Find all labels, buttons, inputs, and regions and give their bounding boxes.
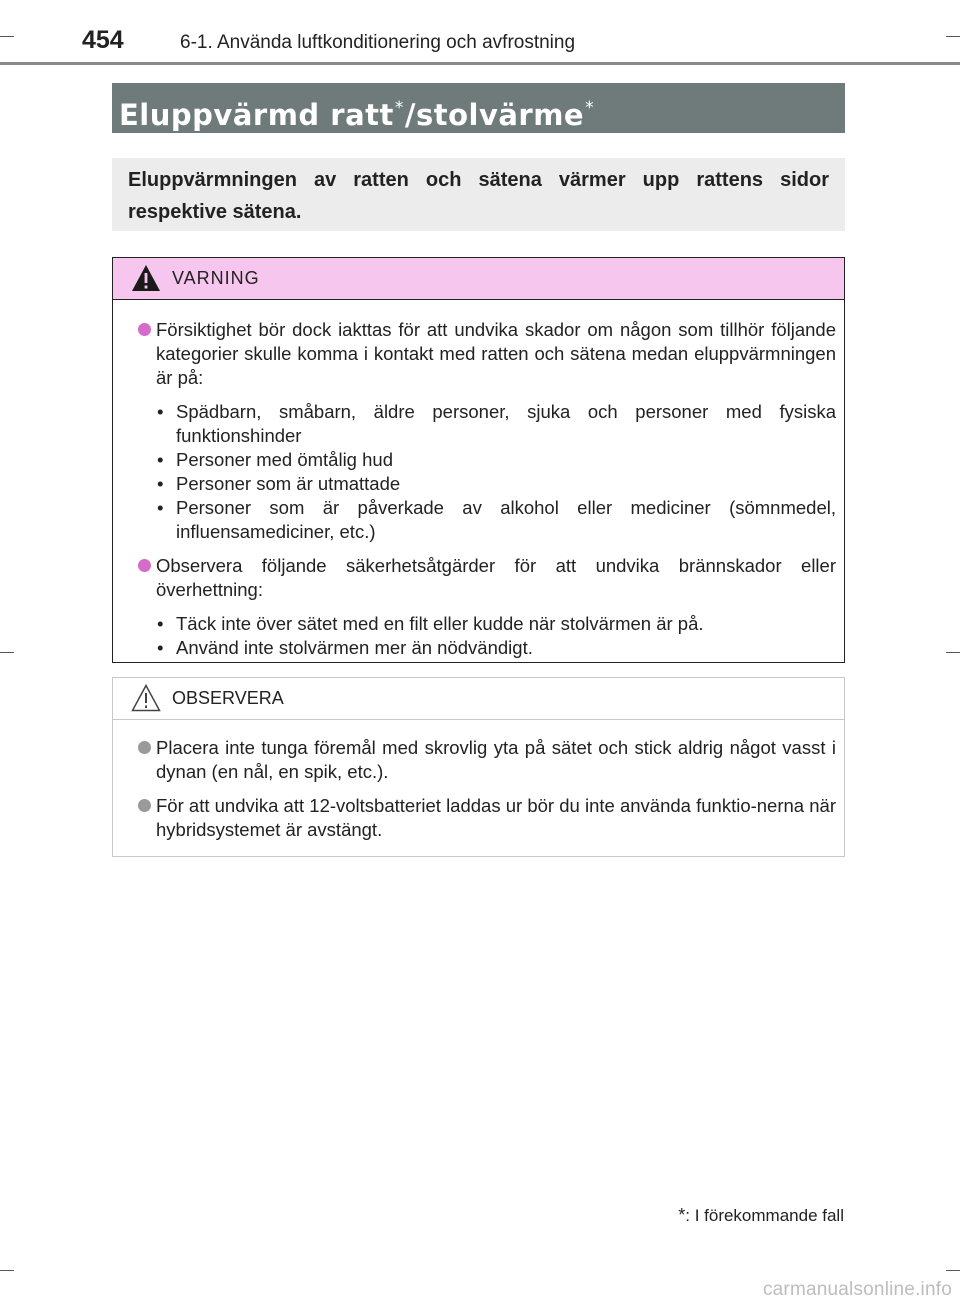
notice-box — [112, 677, 845, 857]
warning-sublist — [156, 612, 836, 660]
notice-item — [138, 794, 836, 842]
title-part-1: Eluppvärmd ratt — [119, 98, 394, 132]
notice-heading: OBSERVERA — [172, 688, 284, 708]
title-asterisk-2: * — [585, 98, 595, 118]
warning-triangle-outline-icon — [131, 683, 161, 713]
notice-item-text: Placera inte tunga föremål med skrovlig yta på sätet och stick aldrig något vasst i dynan (en nål, en spik, etc.). — [156, 737, 836, 782]
warning-header — [113, 258, 844, 300]
warning-box — [112, 257, 845, 663]
crop-mark — [0, 36, 14, 37]
list-item: • Täck inte över sätet med en filt eller kudde när stolvärmen är på. — [156, 612, 836, 636]
footnote-text: : I förekommande fall — [685, 1206, 844, 1225]
bullet-dot-icon — [138, 559, 151, 572]
notice-header — [113, 678, 844, 720]
watermark[interactable]: carmanualsonline.info — [762, 1279, 952, 1300]
list-item: • Personer som är påverkade av alkohol eller mediciner (sömnmedel, influensamediciner, etc.) — [156, 496, 836, 544]
page-number: 454 — [82, 26, 124, 54]
bullet-dot-icon — [138, 799, 151, 812]
section-title: 6-1. Använda luftkonditionering och avfrostning — [180, 32, 576, 53]
intro-text: Eluppvärmningen av ratten och sätena värmer upp rattens sidor respektive sätena. — [128, 169, 829, 223]
crop-mark — [0, 1270, 14, 1271]
title-part-2: /stolvärme — [404, 98, 585, 132]
crop-mark — [946, 652, 960, 653]
warning-item — [138, 318, 836, 390]
notice-item — [138, 736, 836, 784]
page-title — [112, 83, 845, 133]
warning-triangle-filled-icon — [131, 263, 161, 293]
warning-item-text: Försiktighet bör dock iakttas för att undvika skador om någon som tillhör följande kategorier skulle komma i kontakt med ratten och sätena medan eluppvärmningen är på: — [156, 319, 836, 388]
list-item: • Spädbarn, småbarn, äldre personer, sjuka och personer med fysiska funktionshinder — [156, 400, 836, 448]
footnote — [678, 1205, 844, 1226]
warning-item-text: Observera följande säkerhetsåtgärder för att undvika brännskador eller överhettning: — [156, 555, 836, 600]
title-asterisk-1: * — [394, 98, 404, 118]
list-item: • Personer med ömtålig hud — [156, 448, 836, 472]
intro-box — [112, 158, 845, 231]
notice-body — [138, 736, 836, 852]
crop-mark — [0, 652, 14, 653]
warning-heading: VARNING — [172, 268, 260, 288]
crop-mark — [946, 36, 960, 37]
warning-body — [138, 318, 836, 670]
warning-item — [138, 554, 836, 602]
list-item: • Personer som är utmattade — [156, 472, 836, 496]
list-item: • Använd inte stolvärmen mer än nödvändigt. — [156, 636, 836, 660]
footnote-symbol: * — [678, 1205, 686, 1225]
bullet-dot-icon — [138, 741, 151, 754]
header-divider — [0, 62, 960, 65]
notice-item-text: För att undvika att 12-voltsbatteriet laddas ur bör du inte använda funktio-nerna när hybridsystemet är avstängt. — [156, 795, 836, 840]
bullet-dot-icon — [138, 323, 151, 336]
warning-sublist — [156, 400, 836, 544]
crop-mark — [946, 1270, 960, 1271]
